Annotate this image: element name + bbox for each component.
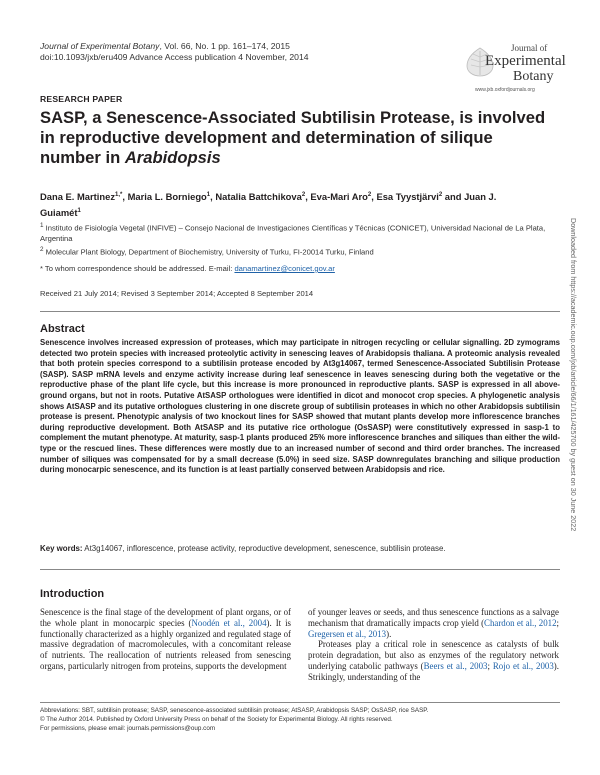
affiliation-1: $^1$ Instituto de Fisiología Vegetal (INFIVE) – Consejo Nacional de Investigaciones Científicas y Técnicas (CONICET), Universidad Nacional de La Plata, Argentina: [40, 222, 546, 244]
author-name: Natalia Battchikova: [215, 191, 302, 203]
received-dates: Received 21 July 2014; Revised 3 September 2014; Accepted 8 September 2014: [40, 289, 314, 298]
keywords-label: Key words:: [40, 544, 83, 553]
abstract-heading: Abstract: [40, 323, 85, 335]
title-italic: Arabidopsis: [124, 148, 221, 167]
author-name: Juan J. Guiamét: [40, 191, 497, 219]
citation-link[interactable]: Beers et al., 2003: [423, 660, 488, 671]
title-main: SASP, a Senescence-Associated Subtilisin Protease, is involved in reproductive development and determination of silique number in: [40, 108, 546, 167]
author-affiliation-mark: 1,*: [115, 192, 123, 198]
divider: [40, 702, 560, 703]
divider: [40, 311, 560, 312]
affiliation-2: $^2$ Molecular Plant Biology, Department of Biochemistry, University of Turku, FI-20014 Turku, Finland: [40, 245, 374, 257]
author-affiliation-mark: 2: [367, 192, 372, 198]
permissions: For permissions, please email: journals.permissions@oup.com: [40, 725, 216, 732]
author-separator: ,: [305, 191, 311, 203]
author-affiliation-mark: 1: [206, 192, 211, 198]
author-list: [40, 188, 520, 220]
correspondence: [40, 264, 335, 273]
author-name: Dana E. Martinez: [40, 191, 116, 203]
journal-doi: doi:10.1093/jxb/eru409 Advance Access publication 4 November, 2014: [40, 52, 309, 62]
author-separator: ,: [210, 191, 216, 203]
logo-url: www.jxb.oxfordjournals.org: [475, 87, 535, 93]
paper-title: [40, 108, 550, 168]
author-affiliation-mark: 2: [438, 192, 443, 198]
download-note: Downloaded from https://academic.oup.com/jxb/article/66/1/161/425700 by guest on 30 June 2022: [569, 218, 578, 532]
copyright: © The Author 2014. Published by Oxford University Press on behalf of the Society for Experimental Biology. All rights reserved.: [40, 716, 393, 723]
author-name: Esa Tyystjärvi: [376, 191, 439, 203]
divider: [40, 569, 560, 570]
author-separator: ,: [371, 191, 377, 203]
citation-link[interactable]: Chardon et al., 2012: [484, 617, 557, 628]
author-affiliation-mark: 1: [77, 208, 81, 215]
abstract-body: Senescence involves increased expression of proteases, which may participate in nitrogen recycling or cellular signalling. 2D zymograms detected two protein species with increased proteolytic activity in senescing leaves of Arabidopsis thaliana. A proteomic analysis revealed that both protein species correspond to a subtilisin protease encoded by At3g14067, termed Senescence-Associated Subtilisin Protease (SASP). SASP mRNA levels and enzyme activity increase during leaf senescence in leaves senescing during both the vegetative or the reproductive phase of the plant life cycle, but this increase is more pronounced in reproductive plants. SASP is expressed in all above-ground organs, but not in roots. Putative AtSASP orthologues were identified in dicot and monocot crop species. A phylogenetic analysis shows AtSASP and its putative orthologues clustering in one discrete group of subtilisin proteases in which no other Arabidopsis subtilisin protease is present. Phenotypic analysis of two knockout lines for SASP showed that mutant plants develop more inflorescence branches during reproductive development. Both AtSASP and its putative rice orthologue (OsSASP) were constitutively expressed in sasp-1 to complement the mutant phenotype. At maturity, sasp-1 plants produced 25% more inflorescence branches and siliques than either the wild-type or the rescued lines. These differences were mostly due to an increased number of second and third order branches. The increased number of siliques was compensated for by a small decrease (5.0%) in seed size. SASP downregulates branching and silique production during monocarpic senescence, and its function is at least partially conserved between Arabidopsis and rice.: [40, 338, 560, 475]
intro-column-right: of younger leaves or seeds, and thus senescence functions as a salvage mechanism that dramatically impacts crop yield (Chardon et al., 2012; Gregersen et al., 2013). Proteases play a critical role in senescence as catalysts of bulk protein degradation, but also as enzymes of the regulatory network underlying catabolic pathways (Beers et al., 2003; Rojo et al., 2003). Strikingly, understanding of the: [308, 607, 559, 682]
citation-link[interactable]: Gregersen et al., 2013: [308, 628, 387, 639]
abbreviations: Abbreviations: SBT, subtilisin protease; SASP, senescence-associated subtilisin protease; AtSASP, Arabidopsis SASP; OsSASP, rice SASP.: [40, 707, 429, 714]
correspondence-text: * To whom correspondence should be addressed. E-mail:: [40, 264, 235, 273]
author-name: Maria L. Borniego: [127, 191, 207, 203]
intro-column-left: Senescence is the final stage of the development of plant organs, or of the whole plant in monocarpic species (Noodén et al., 2004). It is functionally characterized as a highly organized and regulated stage of massive degradation of macromolecules, with a concomitant release of nutrients. The reallocation of nutrients released from senescing organs, particularly nitrogen from proteins, supports the development: [40, 607, 292, 671]
email-link[interactable]: danamartinez@conicet.gov.ar: [234, 264, 335, 273]
citation-link[interactable]: Noodén et al., 2004: [191, 617, 267, 628]
footer-notes: [40, 706, 560, 733]
author-separator: ,: [122, 191, 128, 203]
keywords: [40, 544, 560, 553]
citation-link[interactable]: Rojo et al., 2003: [492, 660, 554, 671]
author-name: Eva-Mari Aro: [310, 191, 368, 203]
journal-volume: , Vol. 66, No. 1 pp. 161–174, 2015: [159, 41, 290, 51]
logo-line-1: Journal of: [511, 43, 548, 53]
author-affiliation-mark: 2: [301, 192, 306, 198]
journal-citation: [40, 41, 309, 63]
keywords-text: At3g14067, inflorescence, protease activity, reproductive development, senescence, subtilisin protease.: [82, 544, 446, 553]
article-type: RESEARCH PAPER: [40, 94, 123, 104]
logo-line-2: Experimental: [485, 53, 566, 69]
journal-logo: [461, 41, 566, 93]
author-separator: and: [442, 191, 465, 203]
introduction-heading: Introduction: [40, 588, 105, 600]
affiliations: [40, 221, 560, 258]
journal-name: Journal of Experimental Botany: [40, 41, 160, 51]
logo-line-3: Botany: [513, 69, 554, 84]
